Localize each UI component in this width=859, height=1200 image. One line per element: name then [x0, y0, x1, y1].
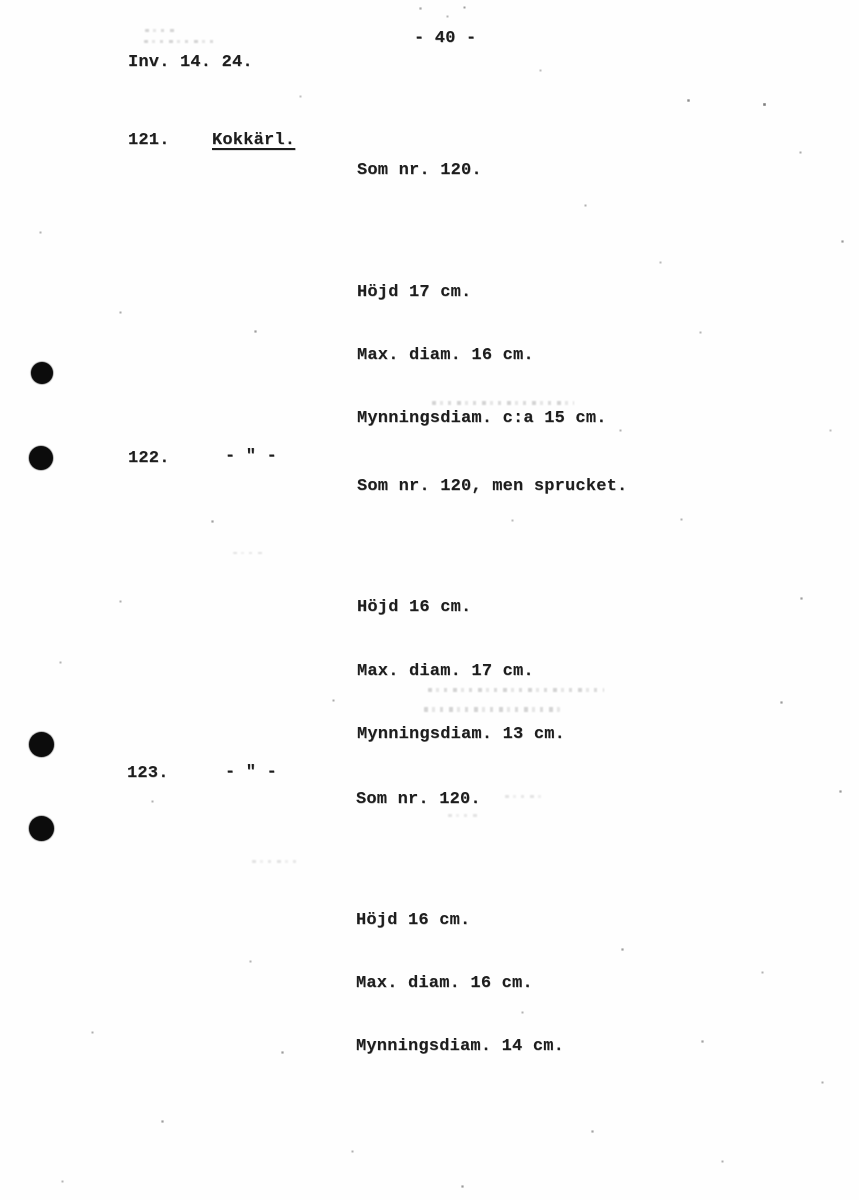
entry-measurements: [357, 242, 607, 469]
measurement-line: Mynningsdiam. c:a 15 cm.: [357, 409, 607, 428]
entry-number: 121.: [128, 131, 170, 150]
entry-number: 122.: [128, 449, 170, 468]
measurement-line: Max. diam. 16 cm.: [357, 346, 534, 365]
entry-title-ditto: - " -: [225, 447, 278, 466]
entry-description: Som nr. 120.: [357, 161, 482, 180]
ink-smudge: [233, 552, 263, 554]
measurement-line: Höjd 16 cm.: [356, 911, 471, 930]
hole-punch-mark: [29, 816, 54, 841]
ink-smudge: [448, 814, 478, 817]
page-number: - 40 -: [414, 29, 477, 48]
entry-description: Som nr. 120.: [356, 790, 481, 809]
scan-noise: [0, 0, 1, 1]
ink-smudge: [252, 860, 300, 863]
measurement-line: Höjd 16 cm.: [357, 598, 472, 617]
entry-measurements: [356, 870, 564, 1097]
entry-title-ditto: - " -: [225, 763, 278, 782]
inventory-reference: Inv. 14. 24.: [128, 53, 253, 72]
measurement-line: Max. diam. 16 cm.: [356, 974, 533, 993]
hole-punch-mark: [29, 446, 53, 470]
measurement-line: Mynningsdiam. 14 cm.: [356, 1037, 565, 1056]
ink-smudge: [145, 29, 177, 32]
entry-number: 123.: [127, 764, 169, 783]
ink-smudge: [144, 40, 216, 43]
measurement-line: Max. diam. 17 cm.: [357, 661, 534, 681]
hole-punch-mark: [29, 732, 54, 757]
hole-punch-mark: [31, 362, 53, 384]
entry-measurements: [357, 557, 565, 786]
measurement-line: Höjd 17 cm.: [357, 283, 472, 302]
entry-description: Som nr. 120, men sprucket.: [357, 477, 628, 496]
ink-smudge: [505, 795, 543, 798]
entry-title: Kokkärl.: [212, 131, 296, 150]
measurement-line: Mynningsdiam. 13 cm.: [357, 725, 566, 744]
